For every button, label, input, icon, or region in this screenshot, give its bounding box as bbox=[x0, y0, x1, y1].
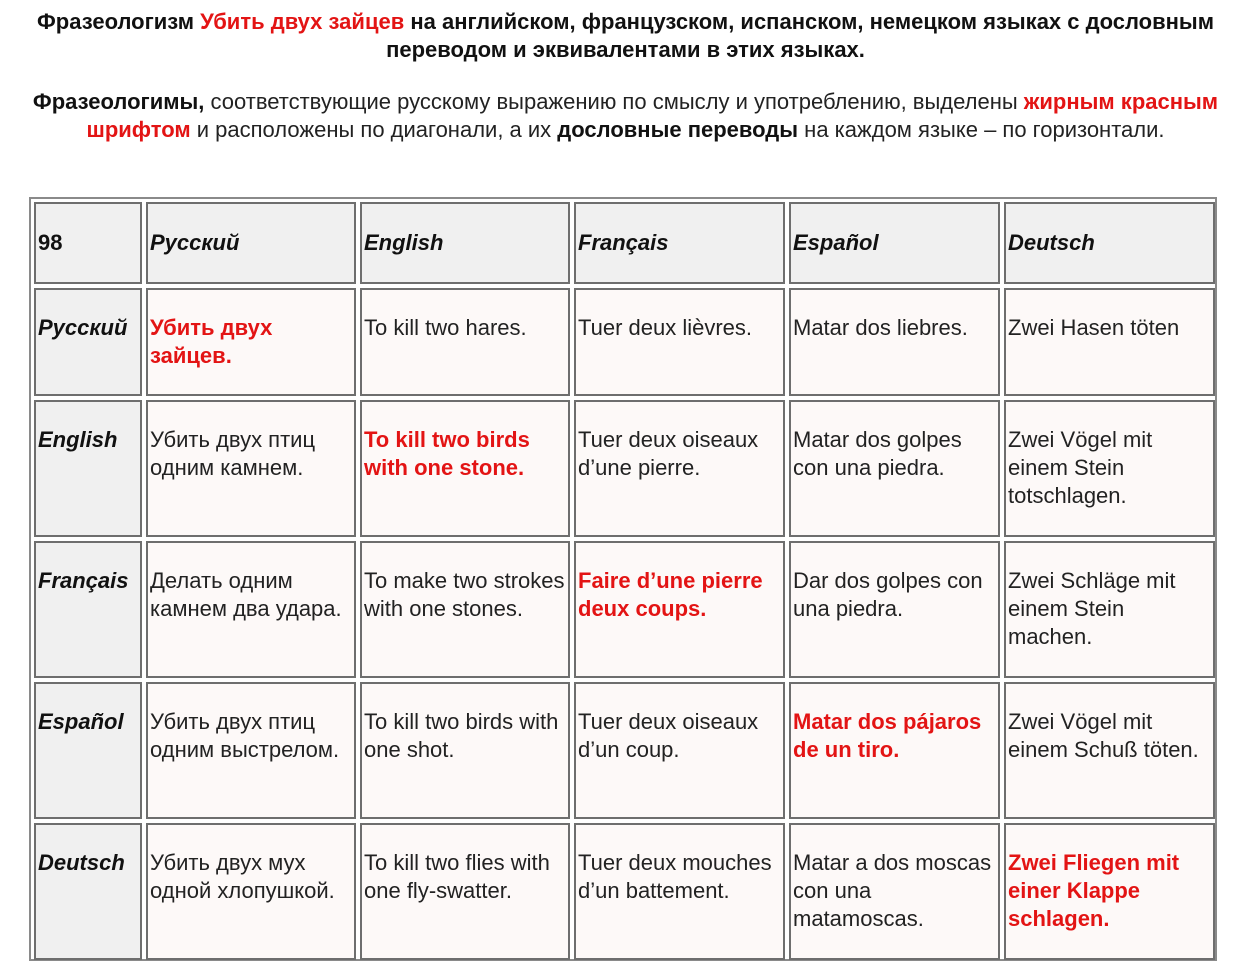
column-header-spanish: Español bbox=[789, 202, 1000, 284]
table-cell: To kill two birds with one shot. bbox=[360, 682, 570, 819]
table-cell: To kill two hares. bbox=[360, 288, 570, 396]
column-header-german: Deutsch bbox=[1004, 202, 1215, 284]
table-cell-equivalent: Zwei Fliegen mit einer Klappe schlagen. bbox=[1004, 823, 1215, 960]
table-cell: Убить двух птиц одним камнем. bbox=[146, 400, 356, 537]
table-cell: Matar a dos moscas con una matamoscas. bbox=[789, 823, 1000, 960]
row-header-spanish: Español bbox=[34, 682, 142, 819]
table-cell: Tuer deux mouches d’un battement. bbox=[574, 823, 785, 960]
intro-red-text: жирным красным шрифтом bbox=[86, 89, 1219, 142]
column-header-russian: Русский bbox=[146, 202, 356, 284]
intro-bold-literal: дословные переводы bbox=[557, 117, 799, 142]
table-cell: Tuer deux oiseaux d’une pierre. bbox=[574, 400, 785, 537]
table-corner-number: 98 bbox=[34, 202, 142, 284]
row-header-english: English bbox=[34, 400, 142, 537]
table-cell-equivalent: Убить двух зайцев. bbox=[146, 288, 356, 396]
table-cell: Zwei Vögel mit einem Stein totschlagen. bbox=[1004, 400, 1215, 537]
intro-text-2: и расположены по диагонали, а их bbox=[190, 117, 558, 142]
row-header-french: Français bbox=[34, 541, 142, 678]
row-header-german: Deutsch bbox=[34, 823, 142, 960]
row-header-russian: Русский bbox=[34, 288, 142, 396]
table-row-german bbox=[34, 823, 1215, 960]
table-cell-equivalent: Faire d’une pierre deux coups. bbox=[574, 541, 785, 678]
title-suffix: на английском, французском, испанском, немецком языках с дословным переводом и эквивалентами в этих языках. bbox=[386, 9, 1214, 62]
column-header-english: English bbox=[360, 202, 570, 284]
table-cell: Tuer deux lièvres. bbox=[574, 288, 785, 396]
table-cell-equivalent: Matar dos pájaros de un tiro. bbox=[789, 682, 1000, 819]
table-cell: Tuer deux oiseaux d’un coup. bbox=[574, 682, 785, 819]
intro-text-3: на каждом языке – по горизонтали. bbox=[798, 117, 1165, 142]
intro-text-1: соответствующие русскому выражению по смыслу и употреблению, выделены bbox=[204, 89, 1024, 114]
phrase-table bbox=[30, 198, 1219, 964]
table-cell: Zwei Vögel mit einem Schuß töten. bbox=[1004, 682, 1215, 819]
table-cell-equivalent: To kill two birds with one stone. bbox=[360, 400, 570, 537]
table-cell: Zwei Hasen töten bbox=[1004, 288, 1215, 396]
table-cell: To make two strokes with one stones. bbox=[360, 541, 570, 678]
table-cell: To kill two flies with one fly-swatter. bbox=[360, 823, 570, 960]
table-header-row bbox=[34, 202, 1215, 284]
table-row-english bbox=[34, 400, 1215, 537]
table-row-french bbox=[34, 541, 1215, 678]
table-row-russian bbox=[34, 288, 1215, 396]
table-cell: Zwei Schläge mit einem Stein machen. bbox=[1004, 541, 1215, 678]
table-cell: Делать одним камнем два удара. bbox=[146, 541, 356, 678]
column-header-french: Français bbox=[574, 202, 785, 284]
table-row-spanish bbox=[34, 682, 1215, 819]
phrase-table-frame bbox=[29, 197, 1217, 961]
table-cell: Убить двух птиц одним выстрелом. bbox=[146, 682, 356, 819]
intro-paragraph bbox=[20, 88, 1231, 144]
intro-bold-term: Фразеологимы, bbox=[32, 89, 205, 114]
table-cell: Dar dos golpes con una piedra. bbox=[789, 541, 1000, 678]
table-cell: Matar dos liebres. bbox=[789, 288, 1000, 396]
title-phrase: Убить двух зайцев bbox=[200, 9, 405, 34]
table-cell: Убить двух мух одной хлопушкой. bbox=[146, 823, 356, 960]
table-cell: Matar dos golpes con una piedra. bbox=[789, 400, 1000, 537]
title-prefix: Фразеологизм bbox=[37, 9, 201, 34]
page-title bbox=[0, 8, 1251, 64]
